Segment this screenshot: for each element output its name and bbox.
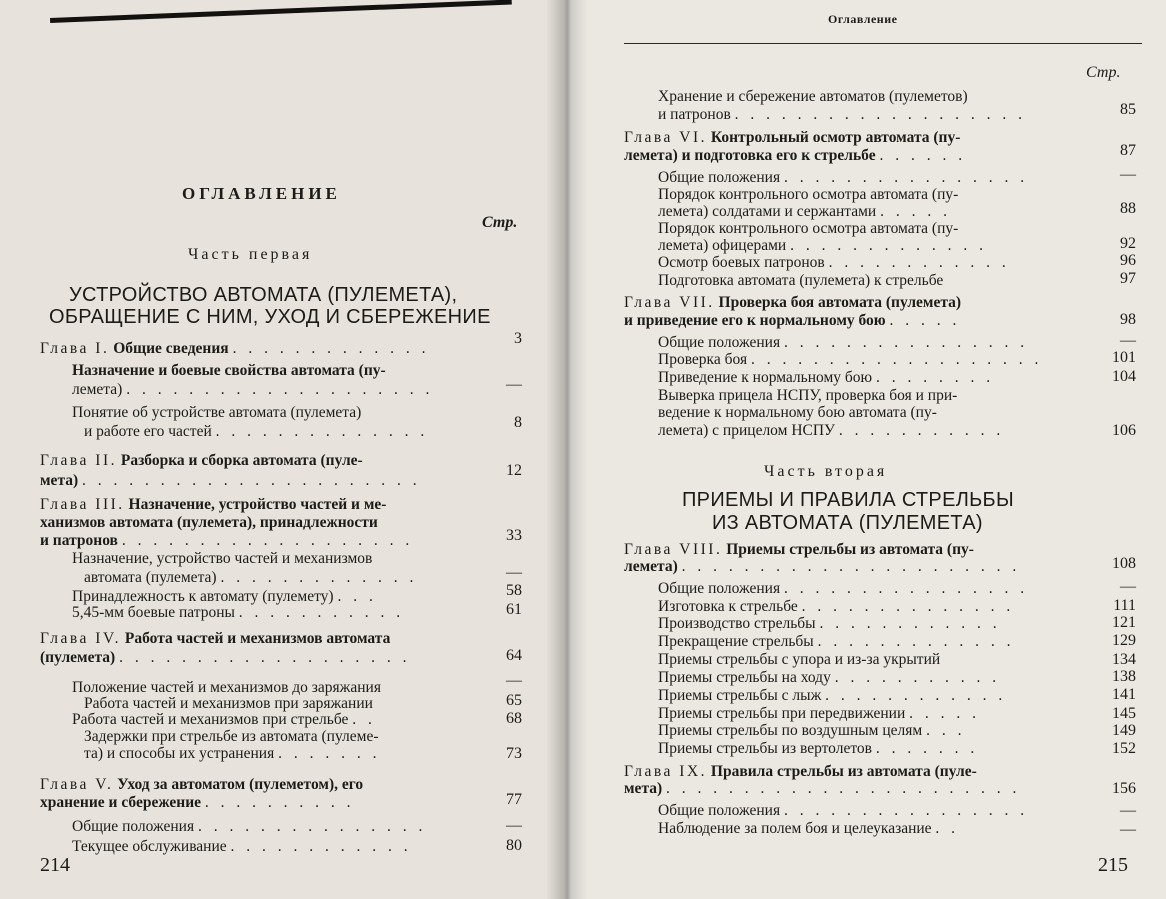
toc-page-number: 85 (1120, 101, 1136, 118)
toc-entry (658, 580, 1028, 597)
toc-page-number: 73 (506, 745, 522, 762)
leader-dots: . . . . . . . . . . . . . . (215, 423, 429, 440)
toc-entry-text: Общие положения (658, 580, 781, 597)
toc-entry (658, 422, 1004, 439)
toc-entry-continuation (40, 496, 386, 513)
leader-dots: . . . . . . . . . . . . . . . (197, 818, 427, 835)
toc-entry-text: лемета) и подготовка его к стрельбе (624, 147, 876, 164)
toc-entry-text: Приемы стрельбы с лыж (658, 687, 822, 704)
page-column-label: Стр. (482, 214, 518, 231)
toc-page-number: — (506, 672, 522, 689)
page-number-left: 214 (40, 854, 70, 876)
toc-entry-continuation (658, 387, 957, 404)
toc-entry-text: и работе его частей (84, 423, 212, 440)
toc-entry-text: мета) (624, 780, 663, 797)
toc-entry (84, 695, 373, 712)
toc-entry-text: мета) (40, 472, 79, 489)
toc-entry-text: автомата (пулемета) (84, 569, 217, 586)
contents-title: ОГЛАВЛЕНИЕ (182, 184, 341, 203)
toc-page-number: — (506, 376, 522, 393)
leader-dots: . . . (926, 722, 966, 739)
leader-dots: . . . . . . . . . . . . . (232, 340, 430, 357)
toc-entry (72, 711, 376, 728)
toc-entry-text: Приемы стрельбы на ходу (658, 669, 831, 686)
toc-entry-text: Принадлежность к автомату (пулемету) (72, 588, 334, 605)
toc-entry (658, 687, 1006, 704)
toc-entry (624, 780, 1020, 797)
toc-entry-text: Приведение к нормальному бою (658, 369, 873, 386)
toc-entry-text: Общие положения (658, 802, 781, 819)
chapter-title: Контрольный осмотр автомата (пу- (710, 129, 961, 146)
toc-entry (658, 106, 1026, 123)
leader-dots: . . . . . . . . (876, 369, 995, 386)
toc-page-number: 98 (1120, 311, 1136, 328)
leader-dots: . . . . . . . (875, 740, 979, 757)
toc-entry-text: (пулемета) (40, 649, 116, 666)
part-two-label: Часть вторая (764, 463, 888, 480)
chapter-number: Глава II. (40, 452, 117, 469)
leader-dots: . . (352, 711, 376, 728)
toc-entry-text: Текущее обслуживание (72, 838, 227, 855)
toc-entry (658, 598, 1014, 615)
toc-entry-text: Изготовка к стрельбе (658, 598, 798, 615)
toc-entry-continuation (40, 776, 363, 793)
toc-entry-text: Приемы стрельбы с упора и из-за укрытий (658, 651, 941, 668)
chapter-number: Глава IV. (40, 630, 122, 647)
chapter-title: Назначение, устройство частей и ме- (128, 496, 387, 513)
toc-entry (658, 651, 940, 668)
toc-entry-continuation (624, 763, 977, 780)
toc-entry-text: Приемы стрельбы из вертолетов (658, 740, 872, 757)
toc-page-number: 96 (1120, 252, 1136, 269)
toc-entry-text: и патронов (658, 106, 731, 123)
toc-entry (72, 604, 404, 621)
chapter-title: Правила стрельбы из автомата (пуле- (710, 763, 977, 780)
toc-entry-text: Порядок контрольного осмотра автомата (пу- (658, 220, 959, 237)
toc-page-number: 8 (514, 414, 522, 431)
toc-page-number: 61 (506, 601, 522, 618)
chapter-number: Глава VIII. (624, 541, 723, 558)
toc-entry-continuation (72, 550, 372, 567)
part-one-title-line-2: ОБРАЩЕНИЕ С НИМ, УХОД И СБЕРЕЖЕНИЕ (49, 306, 491, 328)
part-one-title-line-1: УСТРОЙСТВО АВТОМАТА (ПУЛЕМЕТА), (69, 284, 458, 306)
toc-entry-text: Понятие об устройстве автомата (пулемета) (72, 404, 362, 421)
toc-entry-continuation (40, 630, 390, 647)
toc-page-number: 33 (506, 527, 522, 544)
leader-dots: . . . . . . . . . . . (834, 669, 1001, 686)
toc-page-number: 3 (514, 330, 522, 347)
chapter-number: Глава IX. (624, 763, 708, 780)
toc-entry-text: Работа частей и механизмов при заряжании (84, 695, 373, 712)
toc-entry (658, 351, 1042, 368)
toc-page-number: — (1120, 166, 1136, 183)
right-page (566, 0, 1166, 899)
toc-page-number: — (1120, 578, 1136, 595)
chapter-number: Глава VII. (624, 294, 715, 311)
leader-dots: . . . . . (889, 312, 961, 329)
leader-dots: . . . . . . . . . . . . . (790, 237, 987, 254)
toc-entry-text: Приемы стрельбы при передвижении (658, 705, 906, 722)
running-head: Оглавление (828, 12, 898, 26)
toc-entry-text: Наблюдение за полем боя и целеуказание (658, 820, 932, 837)
toc-entry-text: ведение к нормальному бою автомата (пу- (658, 404, 937, 421)
leader-dots: . . . . . (880, 203, 951, 220)
part-two-title-line-2: ИЗ АВТОМАТА (ПУЛЕМЕТА) (712, 512, 983, 534)
toc-entry-text: Назначение и боевые свойства автомата (пу- (72, 362, 386, 379)
chapter-title: Приемы стрельбы из автомата (пу- (726, 541, 974, 558)
leader-dots: . . . . . . . . . . . . . . . . . . . . (126, 381, 434, 398)
leader-dots: . . . . . (909, 705, 981, 722)
toc-entry-continuation (658, 186, 958, 203)
leader-dots: . . . . . . . . . . . . . . . . (783, 334, 1029, 351)
toc-entry (658, 722, 965, 739)
toc-entry-text: лемета) с прицелом НСПУ (658, 422, 836, 439)
toc-entry-text: та) и способы их устранения (84, 745, 275, 762)
toc-entry-continuation (624, 129, 960, 146)
toc-page-number: — (1120, 802, 1136, 819)
toc-entry-text: Работа частей и механизмов при стрельбе (72, 711, 349, 728)
toc-entry-text: и патронов (40, 532, 118, 549)
header-rule (50, 0, 512, 23)
part-two-title-line-1: ПРИЕМЫ И ПРАВИЛА СТРЕЛЬБЫ (682, 489, 1014, 511)
toc-entry (624, 312, 960, 329)
toc-page-number: 104 (1112, 368, 1136, 385)
toc-entry-text: Осмотр боевых патронов (658, 254, 825, 271)
toc-entry-text: и приведение его к нормальному бою (624, 312, 886, 329)
toc-entry (658, 740, 978, 757)
toc-entry-text: Общие положения (72, 818, 195, 835)
leader-dots: . . . . . . . . . . . . . . . . (783, 580, 1029, 597)
toc-entry-continuation (624, 541, 974, 558)
toc-entry-text: Выверка прицела НСПУ, проверка боя и при- (658, 387, 958, 404)
toc-entry (72, 818, 426, 835)
toc-entry (40, 649, 410, 666)
toc-entry-continuation (658, 88, 968, 105)
leader-dots: . . . . . . . . . . . . . . . . (783, 169, 1029, 186)
toc-page-number: 80 (506, 837, 522, 854)
toc-page-number: 97 (1120, 270, 1136, 287)
toc-entry (72, 838, 412, 855)
chapter-title: Уход за автоматом (пулеметом), его (117, 776, 364, 793)
toc-entry-text: Подготовка автомата (пулемета) к стрельбе (658, 272, 944, 289)
toc-entry (40, 472, 421, 489)
toc-entry-text: Хранение и сбережение автоматов (пулеметов) (658, 88, 968, 105)
leader-dots: . . . . . . . . . . (204, 794, 355, 811)
toc-entry (624, 147, 966, 164)
toc-entry (658, 203, 951, 220)
toc-entry-continuation (40, 452, 363, 469)
toc-entry (84, 745, 380, 762)
toc-page-number: 92 (1120, 235, 1136, 252)
toc-entry-text: лемета) офицерами (658, 237, 787, 254)
toc-page-number: 87 (1120, 142, 1136, 159)
toc-entry (84, 569, 417, 586)
toc-entry-text: Приемы стрельбы по воздушным целям (658, 722, 923, 739)
toc-page-number: 141 (1112, 686, 1136, 703)
page-number-right: 215 (1098, 854, 1128, 876)
toc-entry-text: ханизмов автомата (пулемета), принадлежности (40, 514, 378, 531)
toc-entry-text: лемета) (624, 558, 678, 575)
leader-dots: . . . . . . . . . . . . . (817, 633, 1015, 650)
leader-dots: . . . . . . . . . . . . . . . . . . . (750, 351, 1043, 368)
toc-entry (72, 588, 377, 605)
leader-dots: . . . . . . . (278, 745, 381, 762)
toc-entry (658, 615, 1001, 632)
toc-entry (658, 802, 1028, 819)
chapter-number: Глава VI. (624, 129, 708, 146)
toc-entry-text: Общие положения (658, 169, 781, 186)
toc-page-number: 152 (1112, 740, 1136, 757)
toc-entry-text: Производство стрельбы (658, 615, 816, 632)
toc-page-number: 156 (1112, 780, 1136, 797)
chapter-number: Глава III. (40, 496, 125, 513)
leader-dots: . . . . . . . . . . . . . . (801, 598, 1015, 615)
toc-entry (658, 669, 1000, 686)
toc-page-number: 12 (506, 462, 522, 479)
leader-dots: . . . . . . . . . . . . (825, 687, 1007, 704)
toc-page-number: — (1120, 332, 1136, 349)
leader-dots: . . (935, 820, 960, 837)
toc-page-number: 108 (1112, 555, 1136, 572)
toc-entry (658, 237, 987, 254)
toc-entry-text: Задержки при стрельбе из автомата (пулеме- (84, 728, 379, 745)
toc-page-number: 88 (1120, 200, 1136, 217)
leader-dots: . . . . . . . . . . . . . . . . . . . (121, 532, 414, 549)
leader-dots: . . . (337, 588, 377, 605)
leader-dots: . . . . . . . . . . . . . . . . . . . (734, 106, 1027, 123)
toc-page-number: 149 (1112, 722, 1136, 739)
toc-page-number: 68 (506, 710, 522, 727)
leader-dots: . . . . . . . . . . . . . . . . (783, 802, 1029, 819)
toc-entry-continuation (658, 404, 937, 421)
toc-page-number: — (506, 817, 522, 834)
leader-dots: . . . . . . . . . . . . . . . . . . . . . . (681, 558, 1021, 575)
leader-dots: . . . . . . . . . . . . (230, 838, 412, 855)
toc-entry-text: хранение и сбережение (40, 794, 202, 811)
toc-entry (658, 705, 980, 722)
toc-entry-continuation (72, 404, 361, 421)
toc-entry (658, 820, 959, 837)
toc-entry-continuation (84, 728, 379, 745)
toc-page-number: 106 (1112, 422, 1136, 439)
leader-dots: . . . . . . (879, 147, 967, 164)
toc-page-number: — (506, 564, 522, 581)
toc-page-number: 145 (1112, 705, 1136, 722)
toc-page-number: 77 (506, 791, 522, 808)
toc-entry-text: лемета) (72, 381, 123, 398)
toc-entry (72, 679, 381, 696)
toc-entry-text: Порядок контрольного осмотра автомата (пу- (658, 186, 959, 203)
toc-page-number: 129 (1112, 632, 1136, 649)
toc-entry-continuation (72, 362, 386, 379)
chapter-number: Глава V. (40, 776, 114, 793)
toc-entry (40, 532, 413, 549)
chapter-title: Общие сведения (113, 340, 229, 357)
toc-entry-text: Прекращение стрельбы (658, 633, 814, 650)
chapter-title: Работа частей и механизмов автомата (124, 630, 391, 647)
toc-entry (658, 272, 943, 289)
leader-dots: . . . . . . . . . . . . . . . . . . . . . . . (666, 780, 1021, 797)
leader-dots: . . . . . . . . . . . (838, 422, 1005, 439)
toc-entry-text: Положение частей и механизмов до заряжания (72, 679, 381, 696)
toc-entry (624, 558, 1020, 575)
toc-entry (40, 794, 355, 811)
toc-entry (658, 334, 1028, 351)
toc-entry (658, 369, 994, 386)
leader-dots: . . . . . . . . . . . (238, 604, 405, 621)
toc-page-number: 111 (1113, 597, 1136, 614)
toc-entry (84, 423, 428, 440)
leader-dots: . . . . . . . . . . . . (819, 615, 1001, 632)
toc-entry-continuation (658, 220, 958, 237)
toc-entry (658, 169, 1028, 186)
part-one-label: Часть первая (188, 246, 313, 263)
chapter-title: Разборка и сборка автомата (пуле- (120, 452, 363, 469)
toc-entry-continuation (40, 514, 378, 531)
left-page (0, 0, 566, 899)
toc-entry (658, 633, 1014, 650)
leader-dots: . . . . . . . . . . . . . . . . . . . . . . (82, 472, 421, 489)
chapter-title: Проверка боя автомата (пулемета) (718, 294, 962, 311)
toc-entry-text: лемета) солдатами и сержантами (658, 203, 877, 220)
toc-entry (658, 254, 1010, 271)
leader-dots: . . . . . . . . . . . . . (220, 569, 418, 586)
toc-page-number: 121 (1112, 614, 1136, 631)
toc-entry (40, 340, 429, 357)
chapter-number: Глава I. (40, 340, 110, 357)
leader-dots: . . . . . . . . . . . . . . . . . . . (119, 649, 411, 666)
toc-entry-text: Проверка боя (658, 351, 748, 368)
toc-entry-continuation (624, 294, 961, 311)
running-head-rule (624, 43, 1142, 44)
page-column-label: Стр. (1086, 64, 1121, 81)
leader-dots: . . . . . . . . . . . . (828, 254, 1010, 271)
toc-page-number: 58 (506, 582, 522, 599)
toc-page-number: 64 (506, 647, 522, 664)
toc-entry-text: 5,45-мм боевые патроны (72, 604, 235, 621)
toc-page-number: — (1120, 821, 1136, 838)
toc-entry-text: Общие положения (658, 334, 781, 351)
toc-entry-text: Назначение, устройство частей и механизмов (72, 550, 373, 567)
toc-page-number: 65 (506, 692, 522, 709)
toc-page-number: 138 (1112, 668, 1136, 685)
toc-page-number: 101 (1112, 349, 1136, 366)
toc-page-number: 134 (1112, 651, 1136, 668)
toc-entry (72, 381, 433, 398)
